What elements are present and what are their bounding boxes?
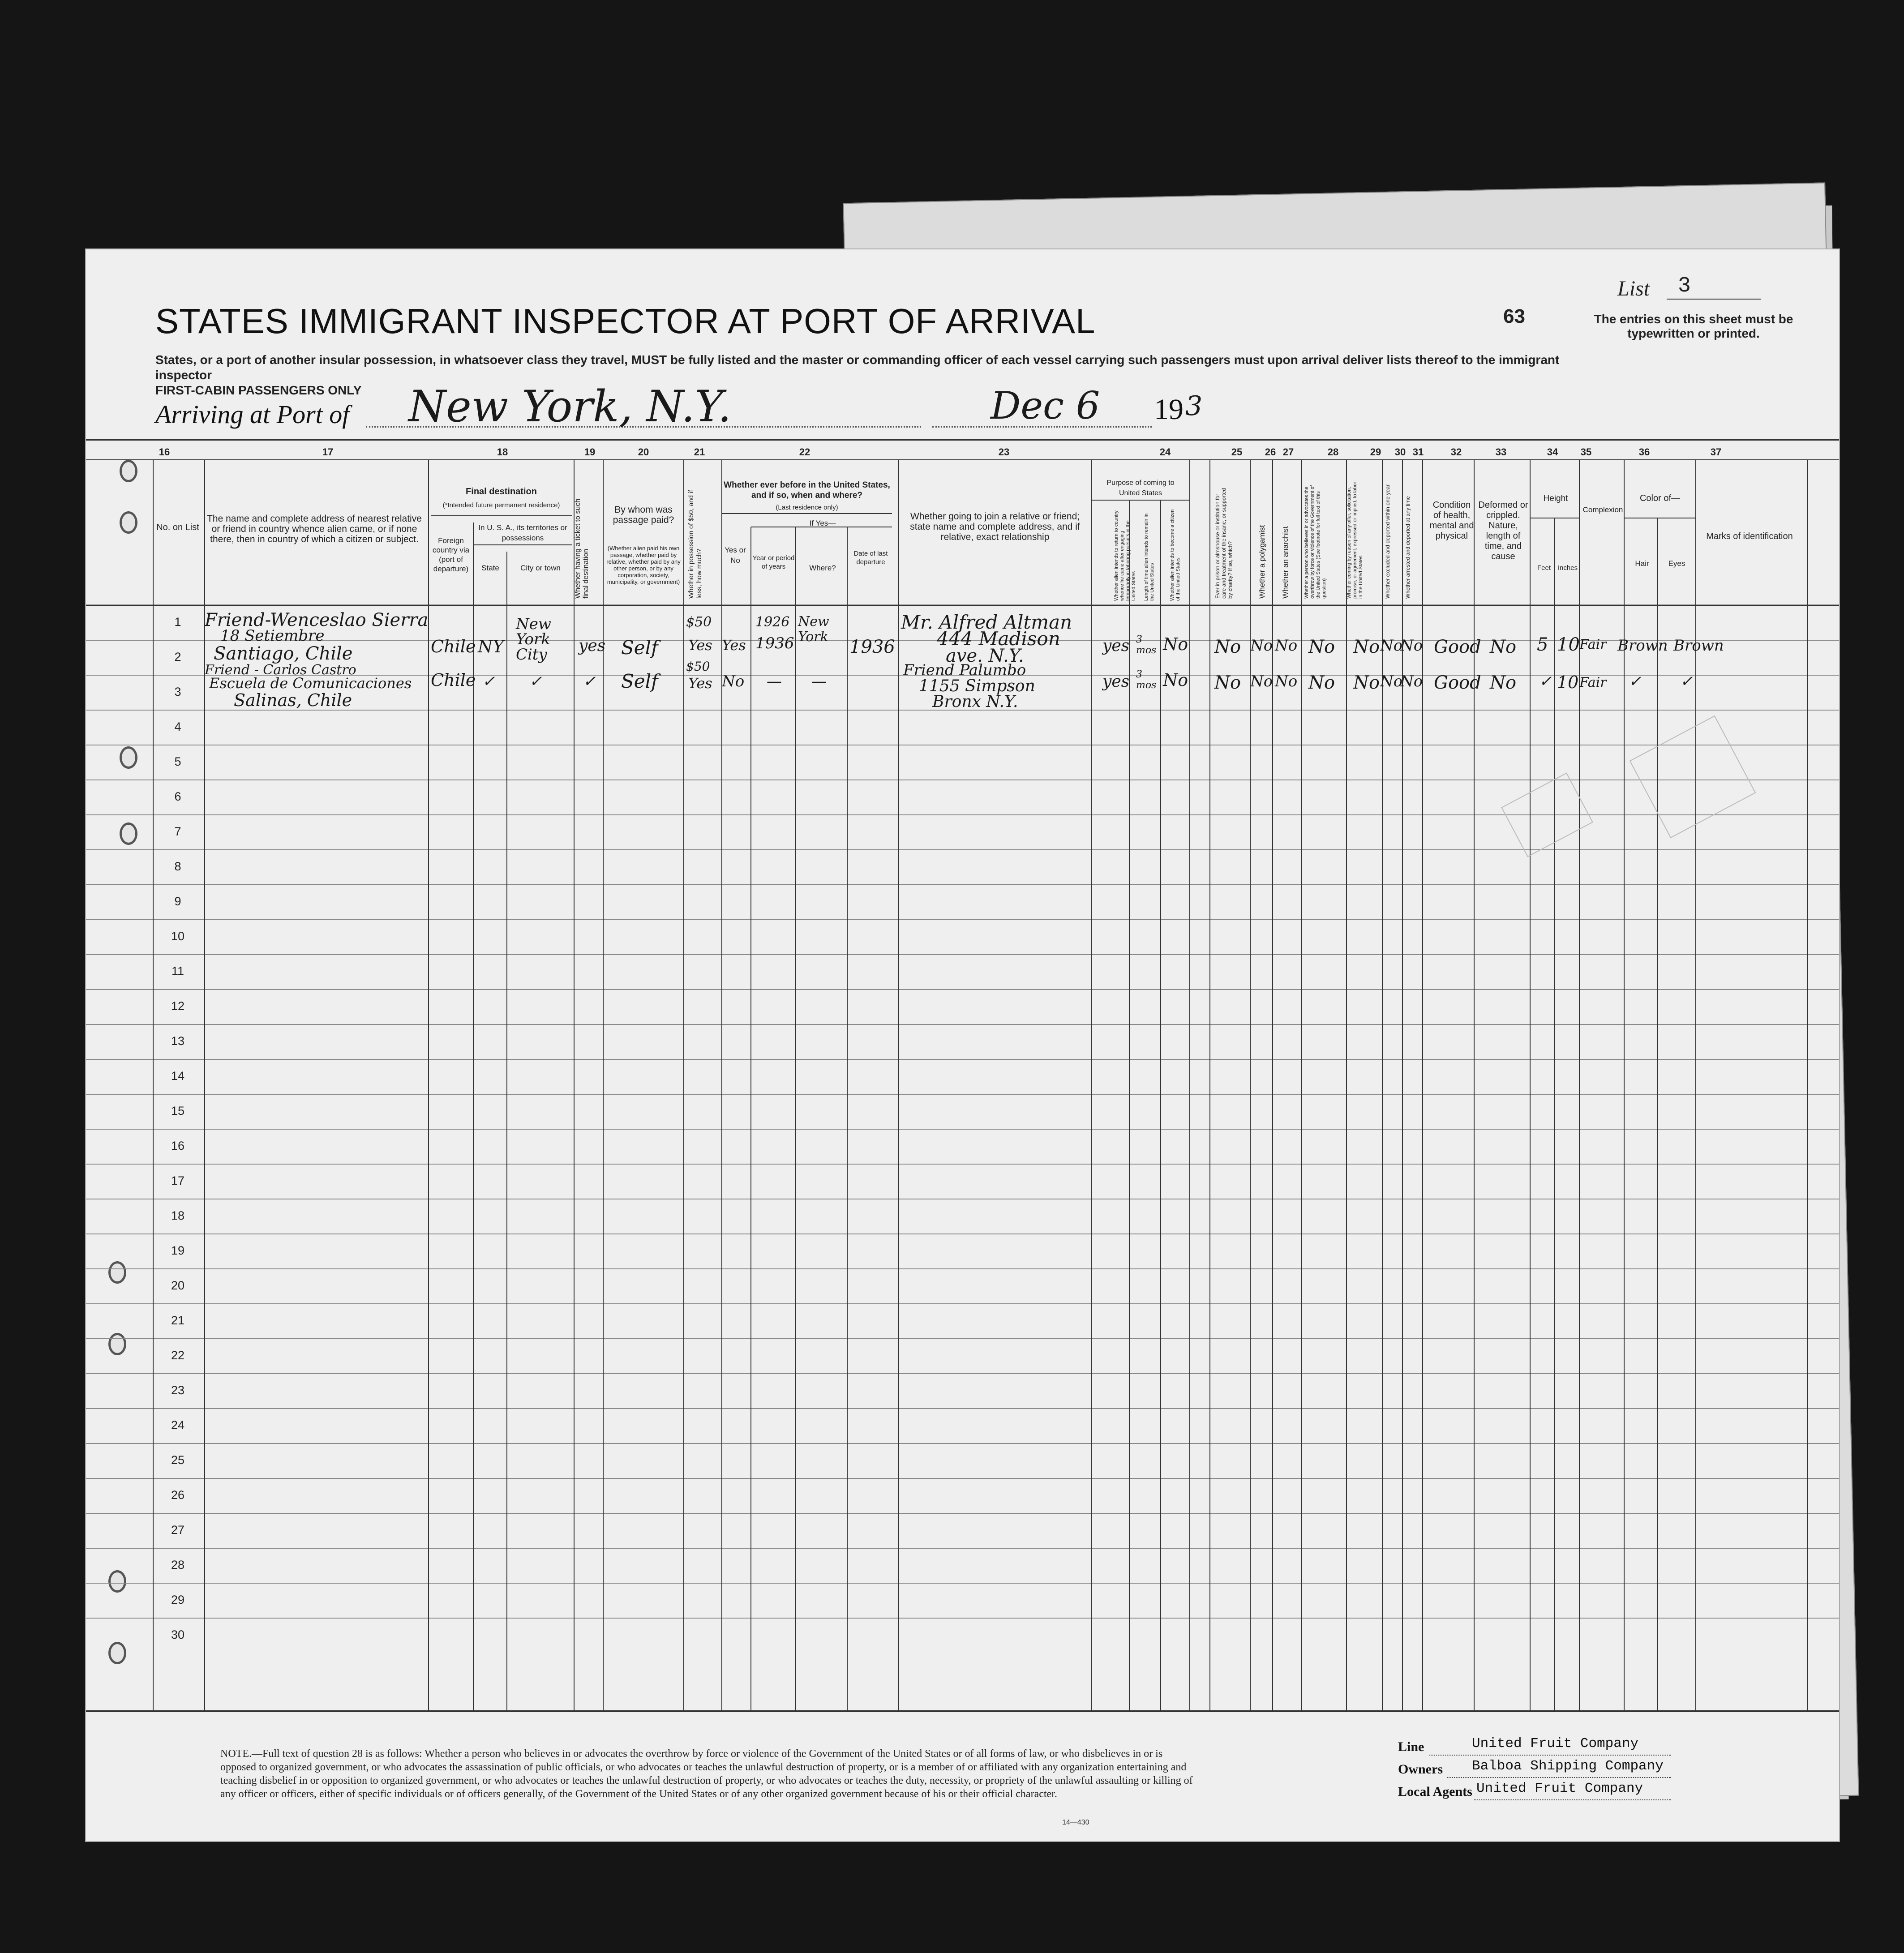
- ticket: ✓: [583, 672, 596, 690]
- row-number: 3: [174, 685, 181, 698]
- header-yes-no: Yes or No: [725, 546, 746, 565]
- col-num-28: 28: [1327, 446, 1339, 458]
- foreign-country: Chile: [431, 637, 476, 656]
- inches: 10: [1557, 672, 1579, 692]
- city: New York City: [516, 615, 551, 664]
- col-num-33: 33: [1495, 446, 1507, 458]
- row-number: 7: [174, 825, 181, 838]
- answer-31: No: [1400, 637, 1423, 655]
- header-purpose: Purpose of coming to United States: [1106, 479, 1175, 497]
- header-final-destination-note: (*Intended future permanent residence): [442, 501, 560, 509]
- list-label: List: [1617, 277, 1650, 300]
- row-number: 12: [171, 999, 185, 1013]
- col-num-26: 26: [1265, 446, 1276, 458]
- header-final-destination: Final destination: [466, 487, 537, 497]
- row-number: 11: [171, 964, 184, 978]
- header-passage-paid-note: (Whether alien paid his own passage, whether paid by relative, whether paid by any other person, or by any corporation, society, municipality, or government): [606, 545, 681, 585]
- hair: ✓: [1629, 672, 1642, 690]
- date-last-departure: 1936: [849, 637, 895, 657]
- manifest-page: [85, 248, 1840, 1842]
- year-prefix: 19: [1154, 393, 1184, 426]
- col-num-25: 25: [1231, 446, 1243, 458]
- header-arrested: Whether arrested and deported at any time: [1405, 496, 1411, 599]
- intro-line: States, or a port of another insular possession, in whatsoever class they travel, MUST be fully listed and the master or commanding officer of each vessel carrying such passengers must upon arrival deliver lists thereof to the immigrant inspector: [155, 353, 1560, 382]
- row-number: 21: [171, 1314, 185, 1327]
- header-foreign-country: Foreign country via (port of departure): [432, 536, 470, 573]
- header-hair: Hair: [1635, 559, 1649, 568]
- relative-line: Friend-Wenceslao Sierra: [205, 610, 429, 630]
- row-number: 29: [171, 1593, 185, 1606]
- join-line: Friend Palumbo: [903, 661, 1026, 679]
- relative-line: Salinas, Chile: [234, 690, 352, 710]
- row-number: 8: [174, 860, 181, 873]
- agents-label: Local Agents: [1398, 1784, 1472, 1799]
- health: Good: [1434, 672, 1481, 693]
- before-yes-no: Yes: [722, 637, 746, 654]
- row-number: 25: [171, 1453, 185, 1467]
- header-nearest-relative: The name and complete address of nearest relative or friend in country whence alien came, or if none there, then in country of which a citizen or subject.: [207, 514, 422, 544]
- header-complexion: Complexion: [1582, 505, 1623, 514]
- relative-line: Escuela de Comunicaciones: [209, 675, 412, 692]
- answer-27: No: [1275, 637, 1298, 655]
- row-number: 26: [171, 1488, 185, 1502]
- answer-29: No: [1353, 637, 1380, 657]
- col-num-23: 23: [998, 446, 1010, 458]
- answer-28: No: [1308, 672, 1335, 693]
- col-num-20: 20: [638, 446, 649, 458]
- hair: Brown: [1617, 637, 1668, 655]
- header-purpose-length: Length of time alien intends to remain in the United States: [1144, 513, 1155, 601]
- col-num-19: 19: [584, 446, 596, 458]
- money-yes: Yes: [688, 675, 712, 692]
- where: New York: [798, 614, 829, 645]
- purpose-citizen: No: [1163, 670, 1188, 690]
- header-polygamist: Whether a polygamist: [1258, 525, 1266, 599]
- header-last-residence: (Last residence only): [776, 504, 838, 511]
- row-number: 20: [171, 1279, 185, 1292]
- col-num-24: 24: [1159, 446, 1171, 458]
- join-line: ave. N.Y.: [946, 646, 1024, 666]
- join-line: Mr. Alfred Altman: [901, 611, 1072, 633]
- row-number: 6: [174, 790, 181, 803]
- row-number: 30: [171, 1628, 185, 1641]
- owners-label: Owners: [1398, 1762, 1443, 1777]
- header-in-usa: In U. S. A., its territories or possessions: [478, 523, 567, 542]
- line-label: Line: [1398, 1739, 1424, 1754]
- answer-26: No: [1250, 637, 1273, 655]
- col-num-22: 22: [799, 446, 810, 458]
- agents-value: United Fruit Company: [1476, 1781, 1643, 1796]
- city: ✓: [529, 672, 542, 690]
- col-num-30: 30: [1394, 446, 1406, 458]
- eyes: ✓: [1680, 672, 1693, 690]
- header-state: State: [481, 564, 499, 572]
- year-suffix: 3: [1185, 390, 1203, 422]
- owners-underline: [1447, 1777, 1671, 1778]
- header-eyes: Eyes: [1668, 559, 1685, 568]
- row-number: 4: [174, 720, 181, 733]
- ticket: yes: [579, 637, 606, 655]
- col-num-32: 32: [1450, 446, 1462, 458]
- header-join-relative: Whether going to join a relative or friend; state name and complete address, and if relative, exact relationship: [910, 511, 1080, 542]
- header-marks: Marks of identification: [1706, 531, 1793, 541]
- answer-28: No: [1308, 637, 1335, 657]
- col-num-21: 21: [694, 446, 705, 458]
- money-yes: Yes: [688, 637, 712, 654]
- page-number: 63: [1503, 305, 1525, 327]
- relative-line: 18 Setiembre: [220, 627, 325, 645]
- header-labor-offer: Whether coming by reason of any offer, solicitation, promise, or agreement, expressed or implied, to labor in the United States: [1347, 481, 1364, 599]
- header-purpose-citizen: Whether alien intends to become a citizen of the United States: [1170, 509, 1181, 601]
- state: NY: [478, 637, 504, 656]
- year-period: —: [767, 672, 782, 690]
- row-number: 13: [171, 1034, 185, 1048]
- date-handwritten: Dec 6: [991, 384, 1100, 428]
- complexion: Fair: [1579, 637, 1607, 652]
- row-number: 2: [174, 650, 181, 664]
- col-num-27: 27: [1282, 446, 1294, 458]
- class-line: FIRST-CABIN PASSENGERS ONLY: [155, 383, 362, 397]
- row-number: 23: [171, 1383, 185, 1397]
- inches: 10: [1557, 634, 1580, 655]
- join-line: 1155 Simpson: [919, 677, 1035, 695]
- feet: ✓: [1539, 672, 1552, 690]
- list-number: 3: [1678, 274, 1691, 298]
- header-height: Height: [1543, 494, 1568, 503]
- answer-25: No: [1214, 672, 1241, 693]
- deformed: No: [1490, 672, 1517, 693]
- col-num-17: 17: [322, 446, 334, 458]
- answer-29: No: [1353, 672, 1380, 693]
- header-date-last-departure: Date of last departure: [853, 550, 888, 566]
- join-line: Bronx N.Y.: [932, 693, 1018, 711]
- paid-by: Self: [621, 670, 658, 692]
- relative-line: Santiago, Chile: [214, 643, 353, 664]
- row-number: 14: [171, 1069, 185, 1083]
- answer-26: No: [1250, 672, 1273, 690]
- header-city: City or town: [520, 564, 561, 572]
- before-yes-no: No: [722, 672, 745, 690]
- answer-30: No: [1380, 637, 1403, 655]
- owners-value: Balboa Shipping Company: [1472, 1758, 1664, 1774]
- header-possession-50: Whether in possession of $50, and if less, how much?: [687, 490, 703, 599]
- row-number: 27: [171, 1523, 185, 1537]
- feet: 5: [1537, 634, 1548, 655]
- row-number: 17: [171, 1174, 185, 1187]
- col-num-16: 16: [159, 446, 170, 458]
- header-year-period: Year or period of years: [752, 554, 795, 570]
- typewritten-note: The entries on this sheet must be typewritten or printed.: [1594, 312, 1793, 340]
- eyes: Brown: [1673, 637, 1724, 655]
- foreign-country: Chile: [431, 670, 476, 690]
- year-period: 1926: [755, 614, 790, 630]
- header-anarchist: Whether an anarchist: [1281, 526, 1290, 599]
- header-deformed: Deformed or crippled. Nature, length of time, and cause: [1478, 500, 1528, 561]
- row-number: 16: [171, 1139, 185, 1152]
- purpose-citizen: No: [1163, 634, 1188, 654]
- arriving-label: Arriving at Port of: [155, 400, 350, 429]
- state: ✓: [482, 672, 495, 690]
- col-num-31: 31: [1412, 446, 1424, 458]
- money: $50: [686, 614, 712, 630]
- table-grid: [86, 249, 1839, 1841]
- health: Good: [1434, 637, 1481, 657]
- row-number: 1: [174, 615, 181, 629]
- answer-31: No: [1400, 672, 1423, 690]
- header-no-on-list: No. on List: [156, 523, 199, 532]
- paid-by: Self: [621, 637, 658, 659]
- header-overthrow: Whether a person who believes in or advocates the overthrow by force or violence of the Government of the United States (See footnote for full text of this question): [1304, 485, 1327, 599]
- purpose-return: yes: [1102, 637, 1130, 655]
- header-if-yes: If Yes—: [809, 519, 836, 527]
- complexion: Fair: [1579, 675, 1607, 690]
- row-number: 15: [171, 1104, 185, 1118]
- row-number: 19: [171, 1244, 185, 1257]
- purpose-length: 3 mos: [1136, 634, 1157, 656]
- line-value: United Fruit Company: [1472, 1736, 1639, 1752]
- header-prison: Ever in prison or almshouse or institution for care and treatment of the insane, or supported by charity? If so, which?: [1214, 488, 1233, 599]
- agents-underline: [1474, 1799, 1671, 1800]
- header-inches: Inches: [1557, 564, 1578, 572]
- col-num-18: 18: [497, 446, 508, 458]
- header-feet: Feet: [1537, 564, 1551, 572]
- header-ticket: Whether having a ticket to such final destination: [574, 498, 590, 599]
- answer-25: No: [1214, 637, 1241, 657]
- purpose-return: yes: [1102, 672, 1130, 691]
- row-number: 9: [174, 895, 181, 908]
- row-number: 10: [171, 929, 185, 943]
- form-number: 14—430: [1062, 1819, 1089, 1826]
- join-line: 444 Madison: [937, 628, 1060, 650]
- year-period-2: 1936: [755, 634, 794, 652]
- where: —: [811, 672, 827, 690]
- header-where: Where?: [809, 564, 836, 572]
- header-purpose-return: Whether alien intends to return to country whence he came after engaging temporarily in laboring pursuits in the United States: [1114, 510, 1136, 601]
- purpose-length: 3 mos: [1136, 669, 1157, 691]
- row-number: 5: [174, 755, 181, 768]
- header-color-of: Color of—: [1639, 493, 1681, 503]
- header-excluded: Whether excluded and deported within one year: [1385, 484, 1391, 599]
- deformed: No: [1490, 637, 1517, 657]
- header-before-in-us: Whether ever before in the United States, and if so, when and where?: [724, 480, 890, 500]
- answer-30: No: [1380, 672, 1403, 690]
- document-title: STATES IMMIGRANT INSPECTOR AT PORT OF ARRIVAL: [155, 301, 1096, 341]
- col-num-34: 34: [1547, 446, 1558, 458]
- answer-27: No: [1275, 672, 1298, 690]
- header-health: Condition of health, mental and physical: [1429, 500, 1474, 541]
- col-num-37: 37: [1710, 446, 1722, 458]
- money: $50: [686, 659, 710, 674]
- footnote: NOTE.—Full text of question 28 is as follows: Whether a person who believes in or advocates the overthrow by force or violence of the Government of the United States or of all forms of law, or who disbelieves in or is opposed to organized government, or who advocates the assassination of public officials, or who advocates or teaches the unlawful destruction of property, or is a member of or affiliated with any organization entertaining and teaching disbelief in or opposition to organized government, or who advocates or teaches the unlawful destruction of property, or who advocates or teaches the duty, necessity, or propriety of the unlawful assaulting or killing of any officer or officers, either of specific individuals or of officers generally, of the Government of the United States or of any other organized government because of his or their official character.: [220, 1748, 1193, 1800]
- row-number: 28: [171, 1558, 185, 1572]
- row-number: 24: [171, 1418, 185, 1432]
- relative-line: Friend - Carlos Castro: [205, 662, 356, 678]
- col-num-35: 35: [1580, 446, 1592, 458]
- port-handwritten: New York, N.Y.: [408, 381, 732, 432]
- header-passage-paid: By whom was passage paid?: [613, 505, 674, 525]
- row-number: 18: [171, 1209, 185, 1222]
- col-num-29: 29: [1370, 446, 1381, 458]
- col-num-36: 36: [1638, 446, 1650, 458]
- line-underline: [1429, 1755, 1671, 1756]
- row-number: 22: [171, 1349, 185, 1362]
